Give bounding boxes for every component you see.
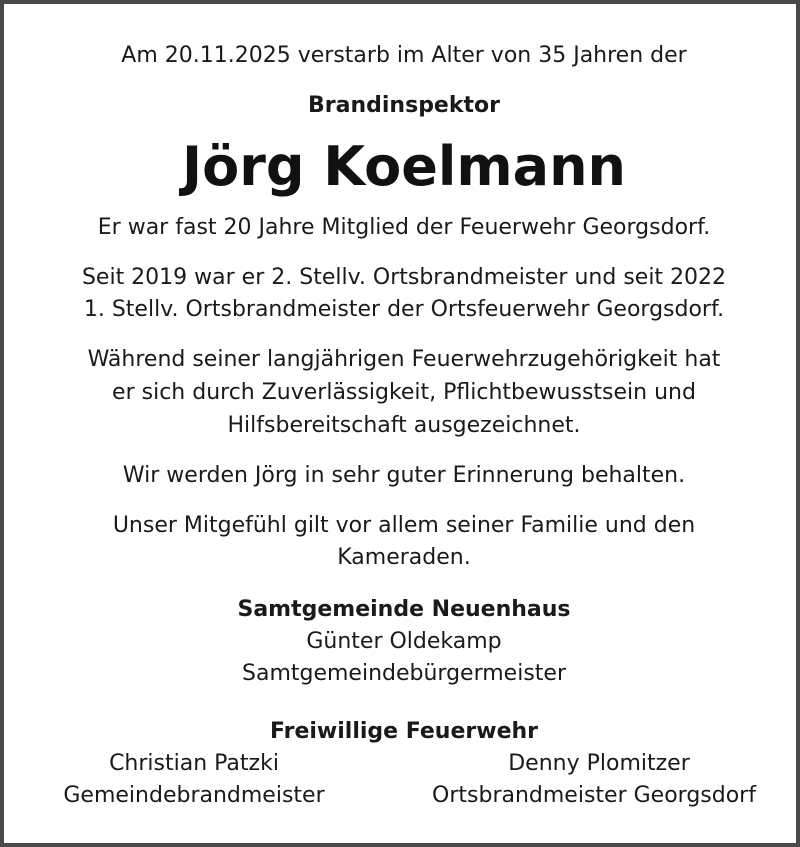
tribute-line-3: Hilfsbereitschaft ausgezeichnet. [227, 413, 581, 438]
tribute-line-2: er sich durch Zuverlässigkeit, Pflichtbewusstsein und [112, 380, 696, 405]
municipality-person: Günter Oldekamp [306, 629, 502, 654]
municipality-title: Samtgemeindebürgermeister [242, 661, 566, 686]
sympathy-line-2: Kameraden. [337, 545, 471, 570]
municipality-organization: Samtgemeinde Neuenhaus [237, 597, 571, 622]
rank-label: Brandinspektor [308, 93, 500, 118]
left-signatory-person: Christian Patzki [109, 751, 279, 776]
right-signatory-title: Ortsbrandmeister Georgsdorf [432, 783, 756, 808]
membership-text: Er war fast 20 Jahre Mitglied der Feuerwehr Georgsdorf. [97, 215, 711, 240]
tribute-line-1: Während seiner langjährigen Feuerwehrzugehörigkeit hat [87, 347, 721, 372]
left-signatory-title: Gemeindebrandmeister [63, 783, 325, 808]
career-line-2: 1. Stellv. Ortsbrandmeister der Ortsfeuerwehr Georgsdorf. [83, 297, 725, 322]
right-signatory-person: Denny Plomitzer [508, 751, 690, 776]
memory-text: Wir werden Jörg in sehr guter Erinnerung behalten. [122, 463, 686, 488]
deceased-name: Jörg Koelmann [182, 135, 626, 198]
career-line-1: Seit 2019 war er 2. Stellv. Ortsbrandmeister und seit 2022 [81, 265, 727, 290]
intro-text: Am 20.11.2025 verstarb im Alter von 35 Jahren der [121, 43, 687, 68]
fire-brigade-organization: Freiwillige Feuerwehr [270, 719, 538, 744]
sympathy-line-1: Unser Mitgefühl gilt vor allem seiner Familie und den [112, 513, 696, 538]
